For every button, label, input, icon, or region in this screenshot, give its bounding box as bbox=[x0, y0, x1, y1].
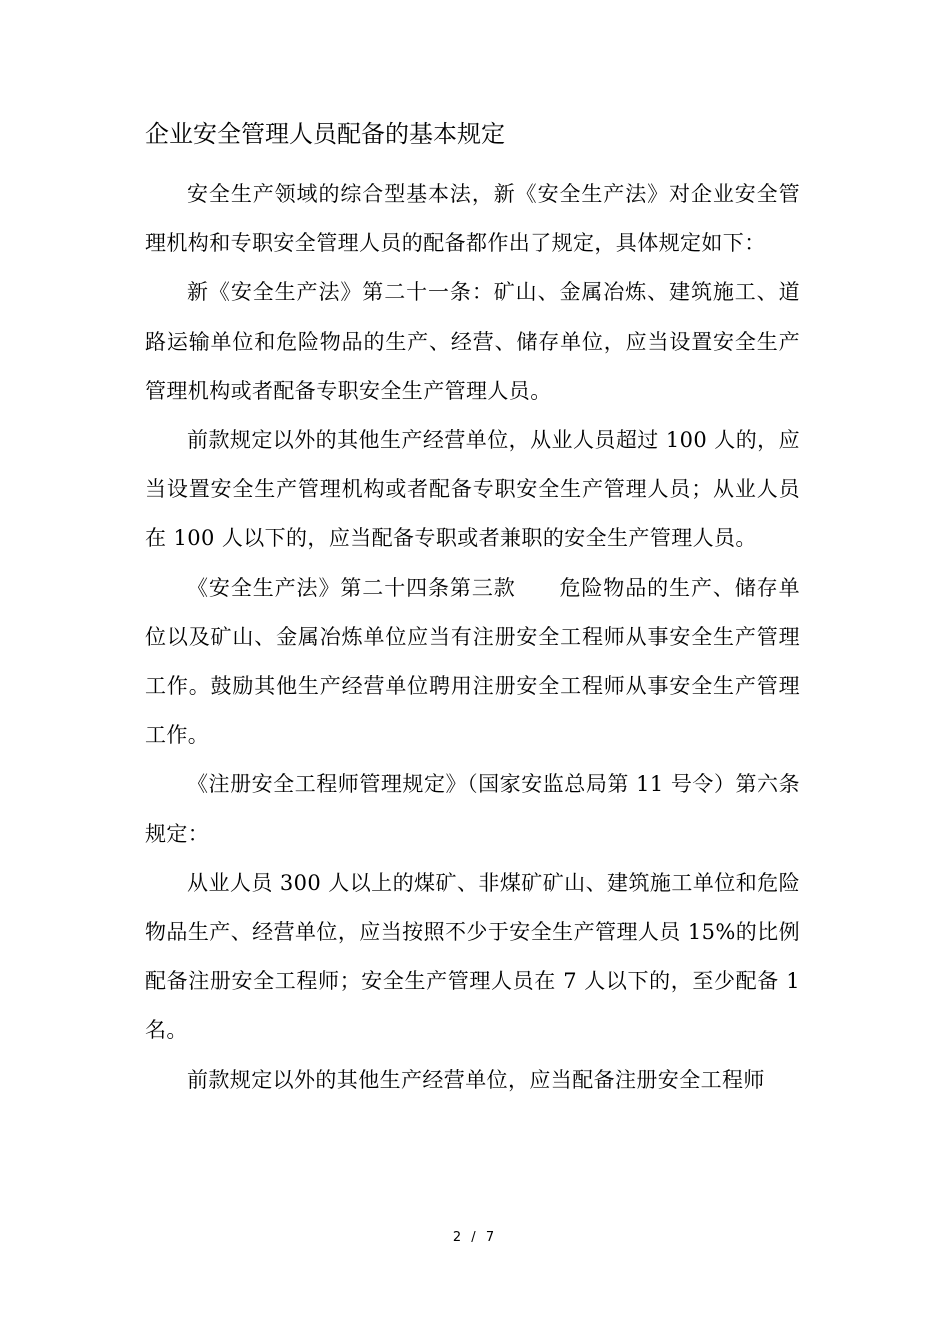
paragraph-6: 从业人员 300 人以上的煤矿、非煤矿矿山、建筑施工单位和危险物品生产、经营单位，应当按照不少于安全生产管理人员 15%的比例配备注册安全工程师；安全生产管理人员在 7 人以下的，至少配备 1 名。 bbox=[145, 870, 800, 1043]
paragraph-7: 前款规定以外的其他生产经营单位，应当配备注册安全工程师 bbox=[187, 1067, 765, 1092]
paragraph-3: 前款规定以外的其他生产经营单位，从业人员超过 100 人的，应当设置安全生产管理机构或者配备专职安全生产管理人员；从业人员在 100 人以下的，应当配备专职或者兼职的安全生产管理人员。 bbox=[145, 428, 800, 551]
document-body bbox=[145, 170, 800, 1105]
document-title: 企业安全管理人员配备的基本规定 bbox=[145, 120, 505, 148]
paragraph-4: 《安全生产法》第二十四条第三款 危险物品的生产、储存单位以及矿山、金属冶炼单位应当有注册安全工程师从事安全生产管理工作。鼓励其他生产经营单位聘用注册安全工程师从事安全生产管理工作。 bbox=[145, 575, 800, 748]
page-number: 2 / 7 bbox=[452, 1230, 498, 1245]
paragraph-5: 《注册安全工程师管理规定》（国家安监总局第 11 号令）第六条规定： bbox=[145, 772, 800, 846]
paragraph-1: 安全生产领域的综合型基本法，新《安全生产法》对企业安全管理机构和专职安全管理人员的配备都作出了规定，具体规定如下： bbox=[145, 182, 800, 256]
paragraph-2: 新《安全生产法》第二十一条：矿山、金属冶炼、建筑施工、道路运输单位和危险物品的生产、经营、储存单位，应当设置安全生产管理机构或者配备专职安全生产管理人员。 bbox=[145, 280, 800, 403]
